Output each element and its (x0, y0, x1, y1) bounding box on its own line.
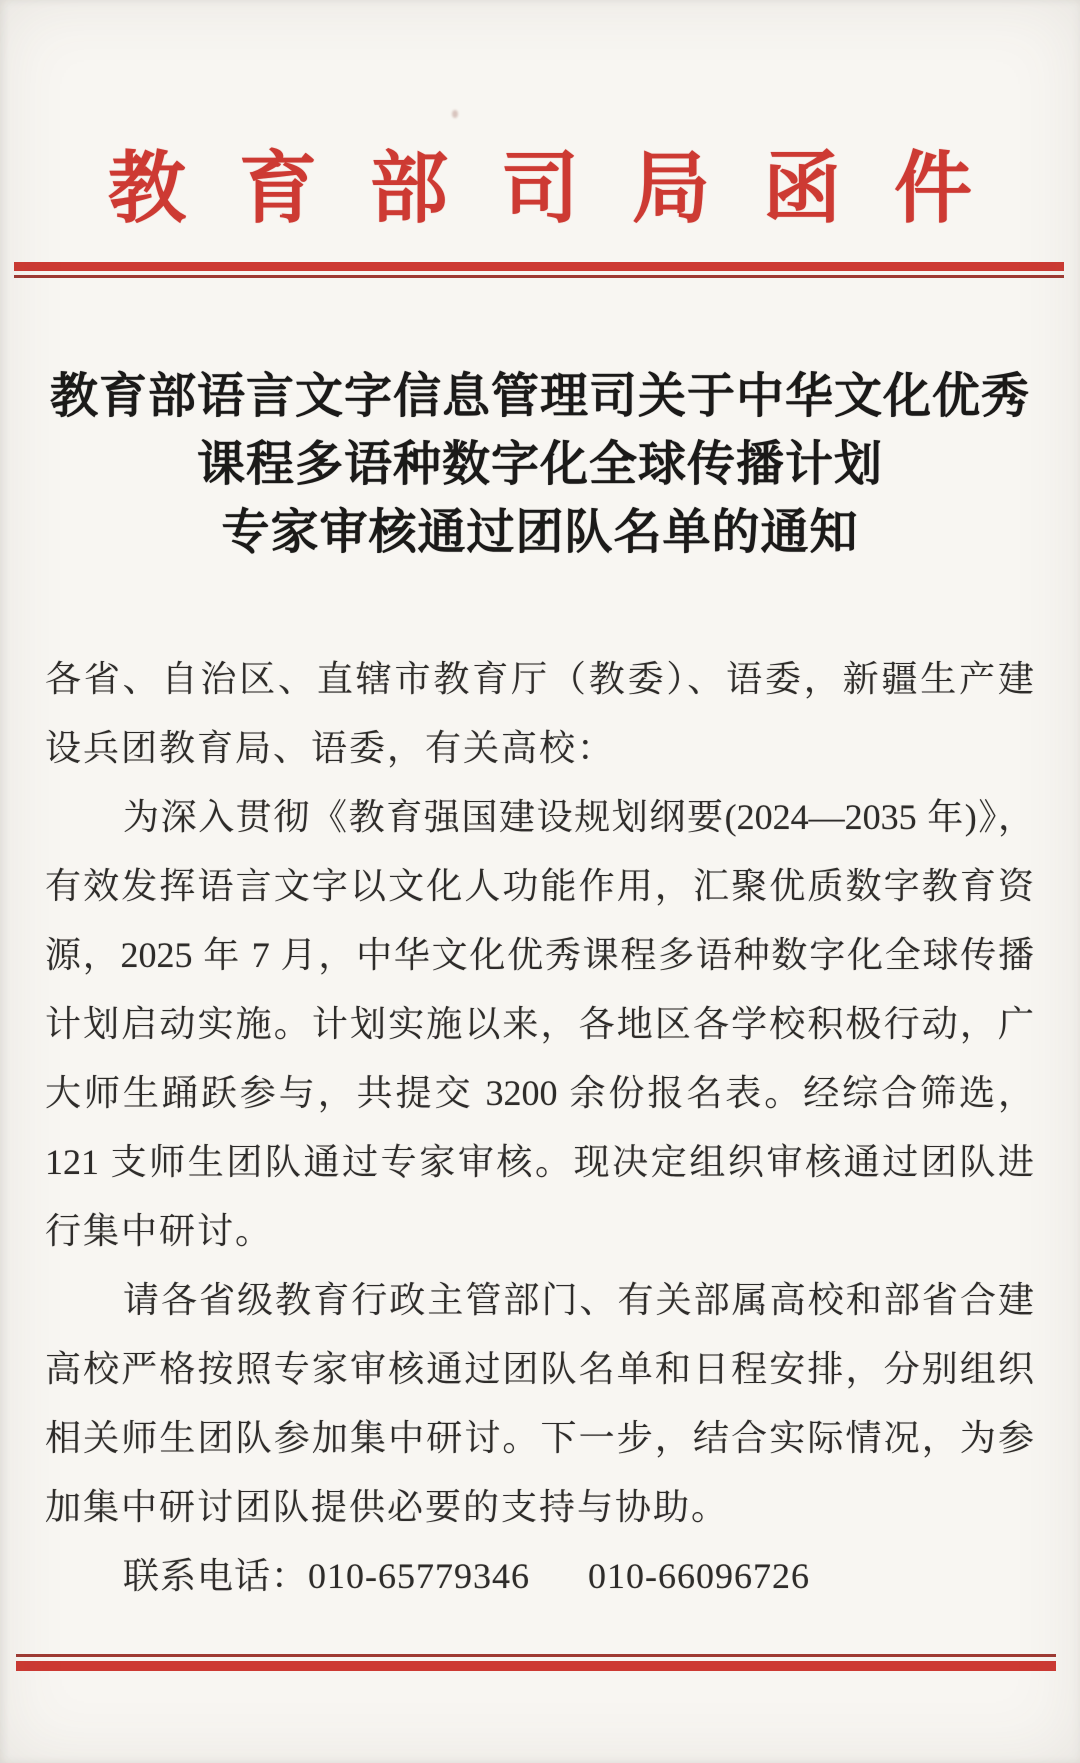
letterhead-title: 教育部司局函件 (107, 145, 1025, 232)
scan-speck (452, 110, 458, 118)
body-line: 源，2025 年 7 月，中华文化优秀课程多语种数字化全球传播 (45, 935, 1034, 975)
body-line: 相关师生团队参加集中研讨。下一步，结合实际情况，为参 (45, 1418, 1034, 1458)
body-line: 121 支师生团队通过专家审核。现决定组织审核通过团队进 (45, 1142, 1034, 1182)
body-line: 计划启动实施。计划实施以来，各地区各学校积极行动，广 (45, 1004, 1034, 1044)
document-title-line: 教育部语言文字信息管理司关于中华文化优秀 (49, 370, 1030, 423)
contact-label: 联系电话： (123, 1556, 309, 1596)
document-title-line: 课程多语种数字化全球传播计划 (196, 438, 883, 491)
body-line: 高校严格按照专家审核通过团队名单和日程安排，分别组织 (45, 1349, 1034, 1389)
body-line: 为深入贯彻《教育强国建设规划纲要(2024—2035 年)》， (123, 797, 1034, 837)
body-line: 行集中研讨。 (45, 1211, 274, 1251)
red-divider-top (14, 262, 1064, 278)
body-line: 有效发挥语言文字以文化人功能作用，汇聚优质数字教育资 (45, 866, 1034, 906)
body-line: 请各省级教育行政主管部门、有关部属高校和部省合建 (123, 1280, 1034, 1320)
body-line: 加集中研讨团队提供必要的支持与协助。 (45, 1487, 730, 1527)
red-divider-bottom (16, 1654, 1056, 1671)
red-divider-bottom-thin-line (16, 1654, 1056, 1657)
contact-line (45, 1542, 1034, 1611)
body-line: 大师生踊跃参与，共提交 3200 余份报名表。经综合筛选， (45, 1073, 1034, 1113)
phone-number: 010-65779346 (308, 1556, 531, 1596)
document-body (45, 645, 1034, 1611)
red-divider-top-thick-line (14, 262, 1064, 271)
phone-number: 010-66096726 (588, 1556, 811, 1596)
document-title-line: 专家审核通过团队名单的通知 (221, 506, 859, 559)
document-title (0, 363, 1080, 567)
red-divider-top-thin-line (14, 275, 1064, 278)
body-line-salutation: 设兵团教育局、语委，有关高校： (45, 728, 616, 768)
body-line-salutation: 各省、自治区、直辖市教育厅（教委）、语委，新疆生产建 (45, 659, 1034, 699)
red-divider-bottom-thick-line (16, 1661, 1056, 1671)
